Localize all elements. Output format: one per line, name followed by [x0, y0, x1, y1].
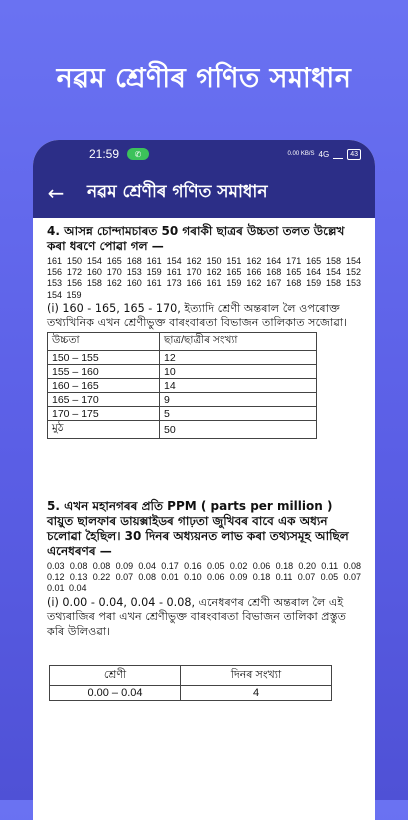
- app-bar: [33, 168, 375, 218]
- q5-instruction: (i) 0.00 - 0.04, 0.04 - 0.08, এনেধৰণৰ শ্ৰেণী অন্তৰাল লৈ এই তথ্যৰাজিৰ পৰা এখন শ্ৰেণীভুক্ত বাৰংবাৰতা বিভাজন তালিকা প্ৰস্তুত কৰি উলিওৱা।: [47, 595, 347, 638]
- table-cell: 170 – 175: [48, 407, 160, 421]
- table-row: [50, 686, 332, 701]
- signal-icon: [333, 150, 343, 159]
- q4-numbers: 161 150 154 165 168 161 154 162 150 151 162 164 171 165 158 154 156 172 160 170 153 159 161 170 162 165 166 168 165 164 154 152 153 156 158 162 160 161 173 166 161 159 162 167 168 159 158 153 154 159: [47, 256, 361, 300]
- phone-icon[interactable]: ✆: [127, 148, 149, 160]
- table-header-cell: দিনৰ সংখ্যা: [181, 666, 332, 686]
- table-cell: 155 – 160: [48, 365, 160, 379]
- table-row: [48, 407, 317, 421]
- table-cell: 4: [181, 686, 332, 701]
- promo-title: নৱম শ্ৰেণীৰ গণিত সমাধান: [56, 63, 352, 94]
- table-cell: 0.00 – 0.04: [50, 686, 181, 701]
- q4-heading: 4. আসন্ন চোন্দামচাৰত 50 গৰাকী ছাত্ৰৰ উচ্চতা তলত উল্লেখ কৰা ধৰণে পোৱা গল —: [47, 224, 345, 253]
- table-cell: 14: [160, 379, 317, 393]
- q5-numbers: 0.03 0.08 0.08 0.09 0.04 0.17 0.16 0.05 0.02 0.06 0.18 0.20 0.11 0.08 0.12 0.13 0.22 0.07 0.08 0.01 0.10 0.06 0.09 0.18 0.11 0.07 0.05 0.07 0.01 0.04: [47, 561, 361, 594]
- table-row: [48, 393, 317, 407]
- q4-instruction: (i) 160 - 165, 165 - 170, ইত্যাদি শ্ৰেণী অন্তৰাল লৈ ওপৰোক্ত তথ্যখিনিক এখন শ্ৰেণীভুক্ত বাৰংবাৰতা বিভাজন তালিকাত সজোৱা।: [47, 301, 348, 330]
- battery-icon: 43: [347, 149, 361, 160]
- table-cell: মুঠ: [48, 421, 160, 439]
- table-header-row: [48, 333, 317, 351]
- table-row: [48, 421, 317, 439]
- q5-frequency-table: [49, 665, 332, 701]
- table-cell: 9: [160, 393, 317, 407]
- table-header-cell: শ্ৰেণী: [50, 666, 181, 686]
- table-cell: 10: [160, 365, 317, 379]
- table-cell: 50: [160, 421, 317, 439]
- table-cell: 165 – 170: [48, 393, 160, 407]
- q5-heading: 5. এখন মহানগৰৰ প্ৰতি PPM ( parts per million ) বায়ুত ছালফাৰ ডায়ক্সাইডৰ গাঢ়তা জুখিবৰ বাবে এক অধ্যন চলোৱা হৈছিল। 30 দিনৰ অধ্যয়নত লাভ কৰা তথ্যসমূহ আছিল এনেধৰণৰ —: [47, 499, 349, 558]
- status-bar: [33, 140, 375, 168]
- page-gap: [47, 439, 361, 499]
- net-speed: 0.00 KB/S: [287, 151, 315, 157]
- table-cell: 150 – 155: [48, 351, 160, 365]
- table-header-cell: ছাত্ৰ/ছাত্ৰীৰ সংখ্যা: [160, 333, 317, 351]
- app-title: নৱম শ্ৰেণীৰ গণিত সমাধান: [87, 182, 268, 202]
- table-cell: 160 – 165: [48, 379, 160, 393]
- back-arrow-icon[interactable]: ←: [47, 181, 65, 205]
- table-header-cell: উচ্চতা: [48, 333, 160, 351]
- table-row: [48, 351, 317, 365]
- table-row: [48, 365, 317, 379]
- table-header-row: [50, 666, 332, 686]
- table-cell: 5: [160, 407, 317, 421]
- q4-frequency-table: [47, 332, 317, 439]
- document-view[interactable]: [33, 218, 375, 820]
- phone-frame: [33, 140, 375, 820]
- table-cell: 12: [160, 351, 317, 365]
- document-page: [47, 224, 361, 701]
- network-label: 4G: [318, 149, 330, 159]
- table-row: [48, 379, 317, 393]
- status-time: 21:59: [89, 147, 120, 161]
